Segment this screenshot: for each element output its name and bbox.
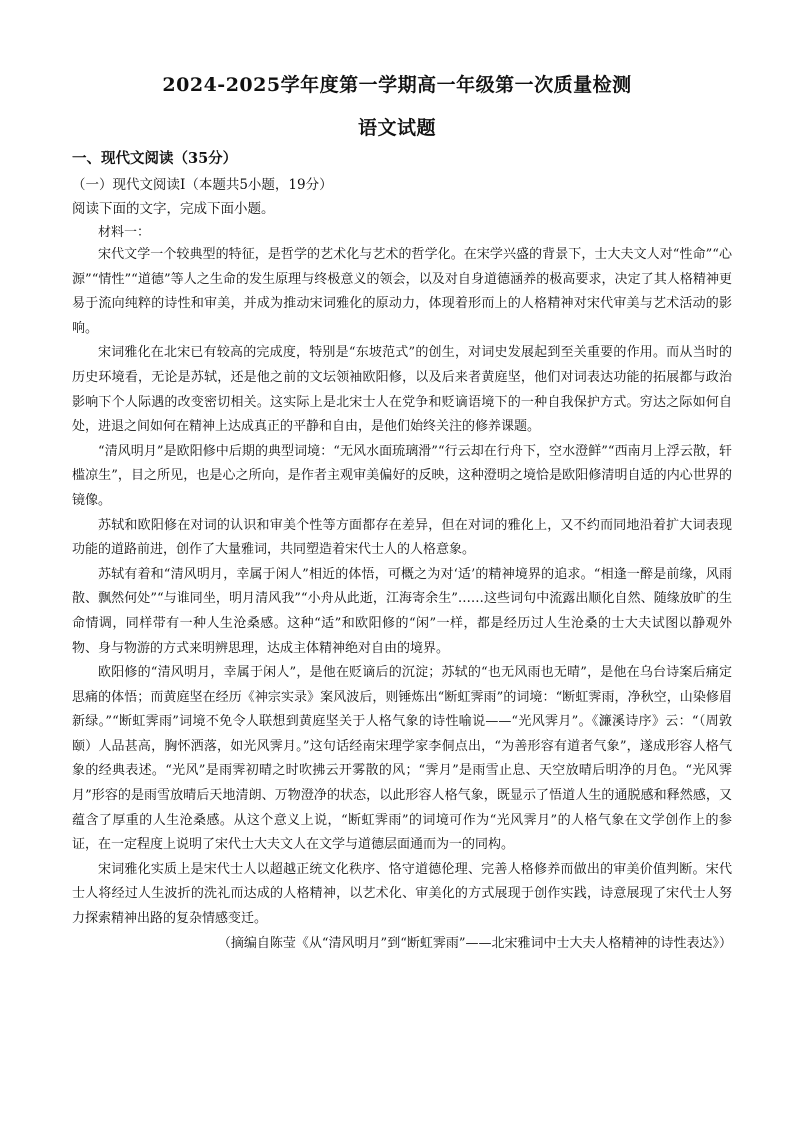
- passage-paragraph: 欧阳修的“清风明月，幸属于闲人”，是他在贬谪后的沉淀；苏轼的“也无风雨也无晴”，是他在乌台诗案后痛定思痛的体悟；而黄庭坚在经历《神宗实录》案风波后，则锤炼出“断虹霁雨”的词境：“断虹霁雨，净秋空，山染修眉新绿。”“断虹霁雨”词境不免令人联想到黄庭坚关于人格气象的诗性喻说——“光风霁月”。《濂溪诗序》云：“（周敦颐）人品甚高，胸怀洒落，如光风霁月。”这句话经南宋理学家李侗点出，“为善形容有道者气象”，遂成形容人格气象的经典表述。“光风”是雨霁初晴之时吹拂云开雾散的风；“霁月”是雨雪止息、天空放晴后明净的月色。“光风霁月”形容的是雨雪放晴后天地清朗、万物澄净的状态，以此形容人格气象，既显示了悟道人生的通脱感和释然感，又蕴含了厚重的人生沧桑感。从这个意义上说，“断虹霁雨”的词境可作为“光风霁月”的人格气象在文学创作上的参证，在一定程度上说明了宋代士大夫文人在文学与道德层面通而为一的同构。: [72, 665, 732, 853]
- passage: [72, 243, 732, 956]
- subject-title: 语文试题: [357, 117, 436, 139]
- section-heading: 一、现代文阅读（35分）: [72, 150, 238, 167]
- material-label: 材料一：: [98, 225, 151, 240]
- passage-paragraph: 宋代文学一个较典型的特征，是哲学的艺术化与艺术的哲学化。在宋学兴盛的背景下，士大夫文人对“性命”“心源”“情性”“道德”等人之生命的发生原理与终极意义的领会，以及对自身道德涵养的极高要求，决定了其人格精神更易于流向纯粹的诗性和审美，并成为推动宋词雅化的原动力，体现着形而上的人格精神对宋代审美与艺术活动的影响。: [72, 247, 732, 336]
- sub-section-heading: （一）现代文阅读Ⅰ（本题共5小题，19分）: [72, 177, 333, 193]
- passage-paragraph: 宋词雅化实质上是宋代士人以超越正统文化秩序、恪守道德伦理、完善人格修养而做出的审美价值判断。宋代士人将经过人生波折的洗礼而达成的人格精神，以艺术化、审美化的方式展现于创作实践，诗意展现了宋代士人努力探索精神出路的复杂情感变迁。: [72, 861, 732, 927]
- exam-title: 2024-2025学年度第一学期高一年级第一次质量检测: [162, 74, 632, 96]
- passage-paragraph: 苏轼有着和“清风明月，幸属于闲人”相近的体悟，可概之为对‘适’的精神境界的追求。“相逢一醉是前缘，风雨散、飘然何处”“与谁同坐，明月清风我”“小舟从此逝，江海寄余生”……这些词句中流露出顺化自然、随缘放旷的生命情调，同样带有一种人生沧桑感。这种“适”和欧阳修的“闲”一样，都是经历过人生沧桑的士大夫试图以静观外物、身与物游的方式来明辨思理，达成主体精神绝对自由的境界。: [72, 566, 732, 656]
- passage-paragraph: 宋词雅化在北宋已有较高的完成度，特别是“东坡范式”的创生，对词史发展起到至关重要的作用。而从当时的历史环境看，无论是苏轼，还是他之前的文坛领袖欧阳修，以及后来者黄庭坚，他们对词表达功能的拓展都与政治影响下个人际遇的改变密切相关。这实际上是北宋士人在党争和贬谪语境下的一种自我保护方式。穷达之际如何自处，进退之间如何在精神上达成真正的平静和自由，是他们始终关注的修养课题。: [72, 345, 732, 435]
- passage-paragraph: “清风明月”是欧阳修中后期的典型词境：“无风水面琉璃滑”“行云却在行舟下，空水澄鲜”“西南月上浮云散，轩槛凉生”，目之所见，也是心之所向，是作者主观审美偏好的反映，这种澄明之境恰是欧阳修清明自适的内心世界的镜像。: [72, 443, 732, 508]
- passage-paragraph: 苏轼和欧阳修在对词的认识和审美个性等方面都存在差异，但在对词的雅化上，又不约而同地沿着扩大词表现功能的道路前进，创作了大量雅词，共同塑造着宋代士人的人格意象。: [72, 517, 732, 558]
- passage-source: （摘编自陈莹《从“清风明月”到“断虹霁雨”——北宋雅词中士大夫人格精神的诗性表达》）: [217, 935, 732, 951]
- instruction-text: 阅读下面的文字，完成下面小题。: [72, 201, 275, 217]
